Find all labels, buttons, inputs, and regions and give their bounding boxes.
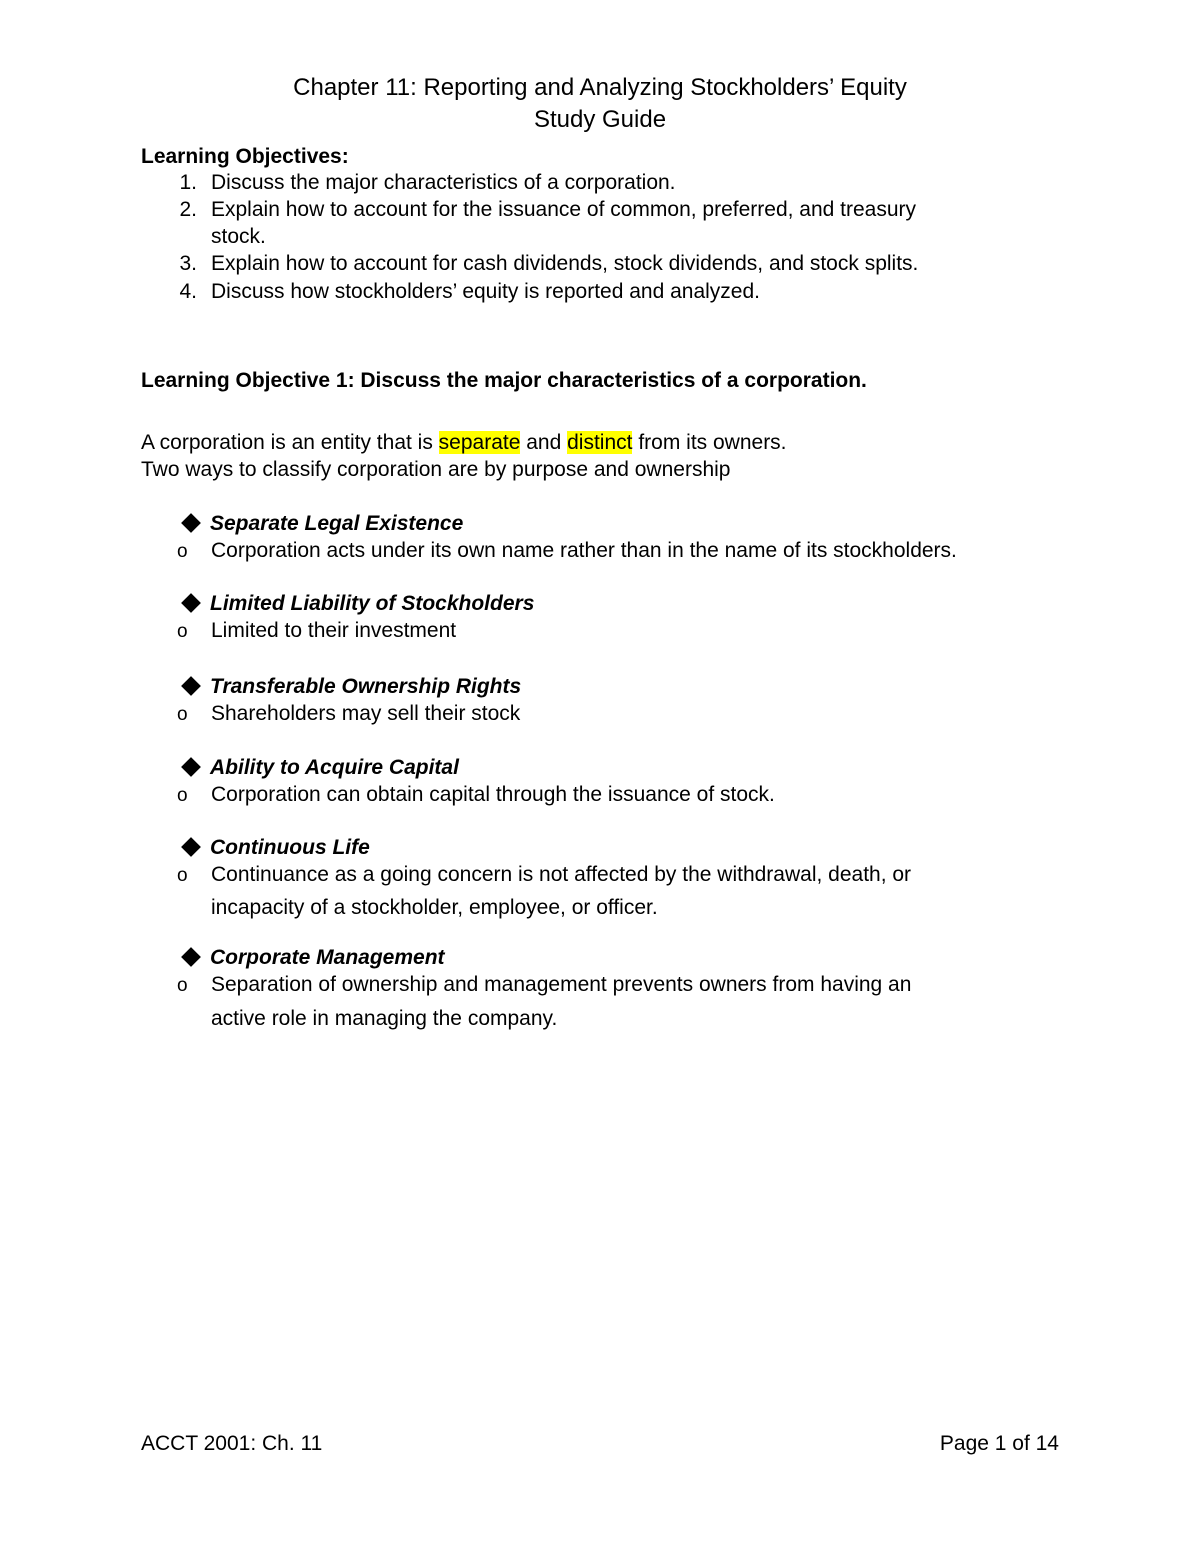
circle-bullet-icon: o (177, 541, 188, 562)
circle-bullet-icon: o (177, 865, 188, 886)
objective-text: Discuss the major characteristics of a corporation. (211, 171, 676, 194)
feature-heading (180, 834, 370, 861)
objective-text-continued: stock. (211, 225, 266, 248)
feature-detail: Corporation can obtain capital through the issuance of stock. (211, 783, 775, 806)
feature-heading (180, 510, 463, 537)
lo1-heading: Learning Objective 1: Discuss the major characteristics of a corporation. (141, 369, 867, 392)
feature-title: Separate Legal Existence (210, 512, 464, 535)
diamond-bullet-icon (181, 514, 201, 534)
intro-paragraph (141, 429, 787, 456)
diamond-bullet-icon (181, 594, 201, 614)
circle-bullet-icon: o (177, 975, 188, 996)
footer-course-label: ACCT 2001: Ch. 11 (141, 1432, 323, 1455)
feature-title: Transferable Ownership Rights (210, 675, 522, 698)
diamond-bullet-icon (181, 838, 201, 858)
feature-detail: Separation of ownership and management prevents owners from having an (211, 973, 912, 996)
feature-detail-continued: active role in managing the company. (211, 1007, 558, 1030)
feature-heading (180, 754, 459, 781)
footer-page-number: Page 1 of 14 (939, 1432, 1059, 1455)
diamond-bullet-icon (181, 948, 201, 968)
objective-number: 4. (179, 280, 197, 303)
intro-text: A corporation is an entity that is (141, 431, 439, 454)
intro-text: from its owners. (632, 431, 787, 454)
objective-number: 2. (179, 198, 197, 221)
circle-bullet-icon: o (177, 704, 188, 725)
feature-title: Ability to Acquire Capital (210, 756, 459, 779)
objective-text: Explain how to account for cash dividends, stock dividends, and stock splits. (211, 252, 919, 275)
document-title: Chapter 11: Reporting and Analyzing Stockholders’ Equity (293, 74, 907, 101)
feature-title: Continuous Life (210, 836, 370, 859)
highlight-separate: separate (438, 431, 521, 454)
learning-objectives-heading: Learning Objectives: (141, 145, 349, 168)
feature-title: Corporate Management (210, 946, 445, 969)
feature-detail: Corporation acts under its own name rather than in the name of its stockholders. (211, 539, 957, 562)
feature-detail-continued: incapacity of a stockholder, employee, or officer. (211, 896, 658, 919)
highlight-distinct: distinct (567, 431, 633, 454)
objective-number: 1. (179, 171, 197, 194)
objective-text: Discuss how stockholders’ equity is reported and analyzed. (211, 280, 761, 303)
feature-detail: Continuance as a going concern is not affected by the withdrawal, death, or (211, 863, 912, 886)
objective-text: Explain how to account for the issuance of common, preferred, and treasury (211, 198, 917, 221)
intro-paragraph-2: Two ways to classify corporation are by purpose and ownership (141, 458, 731, 481)
feature-heading (180, 673, 521, 700)
circle-bullet-icon: o (177, 621, 188, 642)
circle-bullet-icon: o (177, 785, 188, 806)
feature-detail: Shareholders may sell their stock (211, 702, 521, 725)
objective-number: 3. (179, 252, 197, 275)
document-subtitle: Study Guide (533, 106, 667, 133)
feature-detail: Limited to their investment (211, 619, 457, 642)
feature-title: Limited Liability of Stockholders (210, 592, 535, 615)
feature-heading (180, 590, 534, 617)
diamond-bullet-icon (181, 677, 201, 697)
intro-text: and (520, 431, 568, 454)
feature-heading (180, 944, 445, 971)
diamond-bullet-icon (181, 758, 201, 778)
